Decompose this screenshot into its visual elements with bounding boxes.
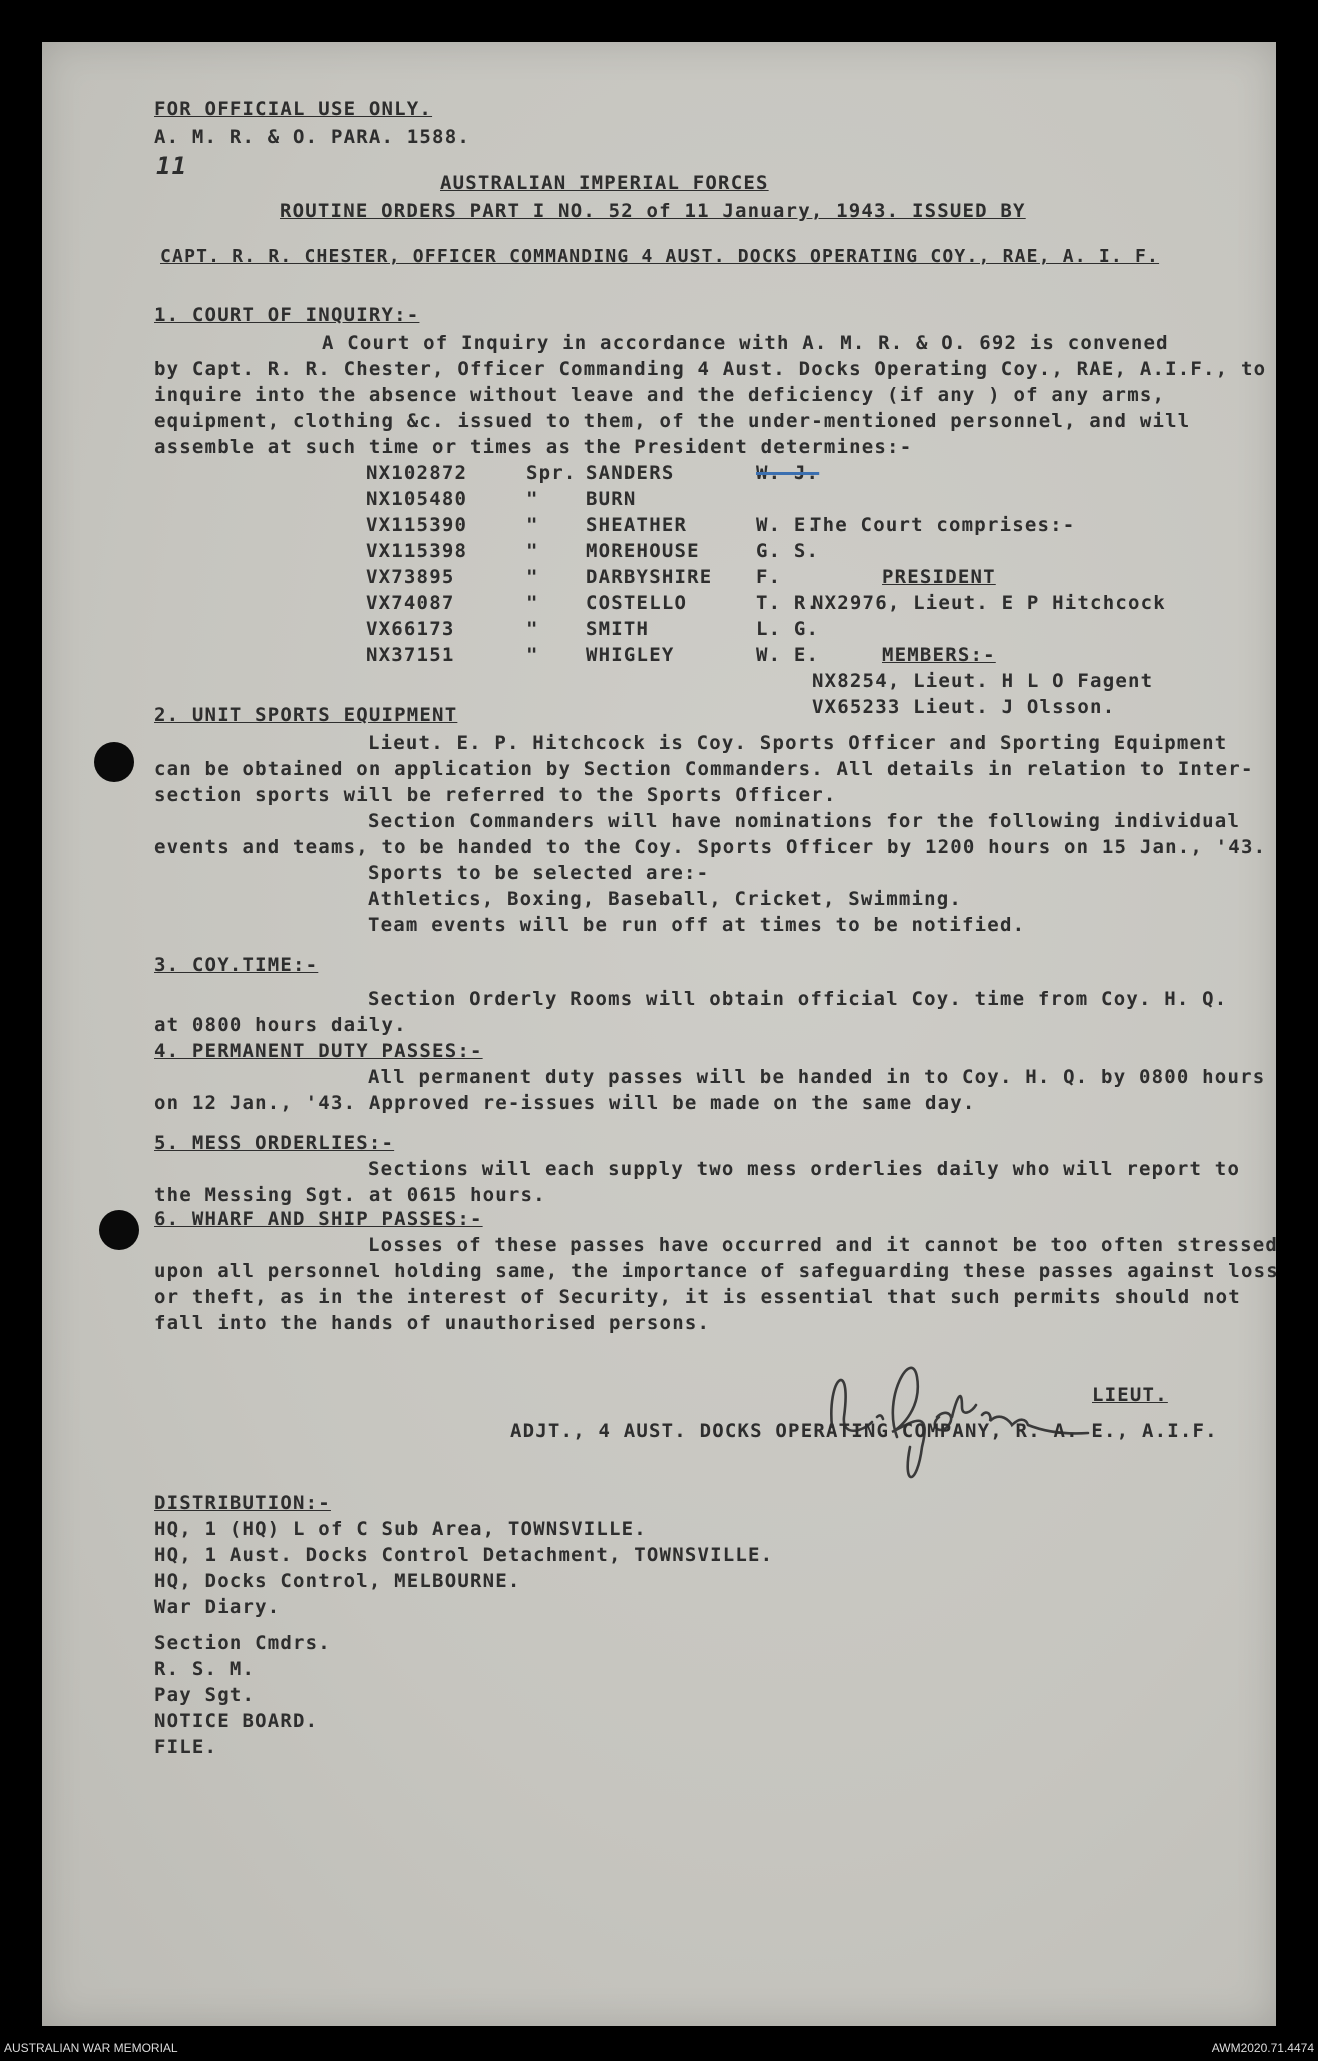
- s2-line: Section Commanders will have nominations for the following individual: [368, 810, 1241, 832]
- members-label: MEMBERS:-: [882, 644, 996, 666]
- handwritten-signature: [822, 1337, 1102, 1487]
- distribution-item: War Diary.: [154, 1596, 281, 1618]
- signature-rank: [1092, 1384, 1168, 1406]
- signature-rank-text: LIEUT.: [1092, 1384, 1168, 1406]
- initials: W. J.: [756, 462, 820, 484]
- s4-line: on 12 Jan., '43. Approved re-issues will be made on the same day.: [154, 1092, 976, 1114]
- s3-heading-text: 3. COY.TIME:-: [154, 954, 319, 976]
- s6-line: or theft, as in the interest of Security, it is essential that such permits should not: [154, 1286, 1241, 1308]
- rank: ": [526, 488, 539, 510]
- document-subtitle: ROUTINE ORDERS PART I NO. 52 of 11 January, 1943. ISSUED BY: [280, 200, 1026, 222]
- s3-line: at 0800 hours daily.: [154, 1014, 407, 1036]
- surname: DARBYSHIRE: [586, 566, 713, 588]
- surname: WHIGLEY: [586, 644, 675, 666]
- distribution-item: HQ, Docks Control, MELBOURNE.: [154, 1570, 521, 1592]
- court-comprises-label: The Court comprises:-: [810, 514, 1076, 536]
- s4-heading: [154, 1040, 483, 1062]
- official-use-line: FOR OFFICIAL USE ONLY.: [154, 98, 433, 120]
- s2-line: Lieut. E. P. Hitchcock is Coy. Sports Officer and Sporting Equipment: [368, 732, 1228, 754]
- distribution-item: HQ, 1 (HQ) L of C Sub Area, TOWNSVILLE.: [154, 1518, 647, 1540]
- s2-line: section sports will be referred to the Sports Officer.: [154, 784, 837, 806]
- rank: ": [526, 592, 539, 614]
- initials: W. E.: [756, 514, 820, 536]
- distribution-item: Section Cmdrs.: [154, 1632, 331, 1654]
- member-name: VX65233 Lieut. J Olsson.: [812, 696, 1116, 718]
- personnel-row: [366, 618, 819, 640]
- surname: SMITH: [586, 618, 650, 640]
- s3-heading: [154, 954, 318, 976]
- footer-right: AWM2020.71.4474: [1211, 2041, 1314, 2055]
- president-name: NX2976, Lieut. E P Hitchcock: [812, 592, 1166, 614]
- service-number: NX105480: [366, 488, 468, 510]
- rank: ": [526, 644, 539, 666]
- issuer-line: CAPT. R. R. CHESTER, OFFICER COMMANDING 4 AUST. DOCKS OPERATING COY., RAE, A. I. F.: [160, 246, 1160, 267]
- s1-heading-text: 1. COURT OF INQUIRY:-: [154, 304, 420, 326]
- service-number: VX66173: [366, 618, 455, 640]
- s1-line: by Capt. R. R. Chester, Officer Commanding 4 Aust. Docks Operating Coy., RAE, A.I.F., to: [154, 358, 1267, 380]
- s3-line: Section Orderly Rooms will obtain official Coy. time from Coy. H. Q.: [368, 988, 1228, 1010]
- service-number: VX73895: [366, 566, 455, 588]
- personnel-row: [366, 592, 819, 614]
- personnel-row: [366, 540, 819, 562]
- distribution-item: Pay Sgt.: [154, 1684, 256, 1706]
- s5-line: the Messing Sgt. at 0615 hours.: [154, 1184, 546, 1206]
- distribution-item: NOTICE BOARD.: [154, 1710, 319, 1732]
- s1-heading: [154, 304, 419, 326]
- personnel-row: [366, 514, 819, 536]
- initials: T. R.: [756, 592, 820, 614]
- personnel-row: [366, 462, 819, 484]
- initials: F.: [756, 566, 782, 588]
- initials: G. S.: [756, 540, 820, 562]
- surname: SANDERS: [586, 462, 675, 484]
- rank: ": [526, 618, 539, 640]
- s6-line: fall into the hands of unauthorised persons.: [154, 1312, 711, 1334]
- service-number: VX74087: [366, 592, 455, 614]
- punch-hole: [99, 1210, 139, 1250]
- s1-line: equipment, clothing &c. issued to them, of the under-mentioned personnel, and will: [154, 410, 1191, 432]
- s6-heading-text: 6. WHARF AND SHIP PASSES:-: [154, 1208, 483, 1230]
- distribution-item: HQ, 1 Aust. Docks Control Detachment, TOWNSVILLE.: [154, 1544, 774, 1566]
- service-number: NX102872: [366, 462, 468, 484]
- s2-line: Team events will be run off at times to be notified.: [368, 914, 1026, 936]
- rank: Spr.: [526, 462, 577, 484]
- s4-heading-text: 4. PERMANENT DUTY PASSES:-: [154, 1040, 483, 1062]
- document-title: AUSTRALIAN IMPERIAL FORCES: [440, 172, 769, 194]
- s6-heading: [154, 1208, 483, 1230]
- distribution-heading: DISTRIBUTION:-: [154, 1492, 331, 1514]
- s2-line: Sports to be selected are:-: [368, 862, 710, 884]
- punch-hole: [94, 742, 134, 782]
- surname: COSTELLO: [586, 592, 688, 614]
- handwritten-mark: 11: [156, 152, 188, 180]
- s2-line: Athletics, Boxing, Baseball, Cricket, Swimming.: [368, 888, 963, 910]
- president-label: PRESIDENT: [882, 566, 996, 588]
- s6-line: Losses of these passes have occurred and it cannot be too often stressed: [368, 1234, 1279, 1256]
- amro-para-line: A. M. R. & O. PARA. 1588.: [154, 126, 470, 148]
- s1-line: inquire into the absence without leave and the deficiency (if any ) of any arms,: [154, 384, 1166, 406]
- s4-line: All permanent duty passes will be handed in to Coy. H. Q. by 0800 hours: [368, 1066, 1266, 1088]
- surname: MOREHOUSE: [586, 540, 700, 562]
- rank: ": [526, 514, 539, 536]
- distribution-item: FILE.: [154, 1736, 218, 1758]
- s6-line: upon all personnel holding same, the importance of safeguarding these passes against loss: [154, 1260, 1279, 1282]
- rank: ": [526, 540, 539, 562]
- s5-heading: [154, 1132, 394, 1154]
- s2-heading: [154, 704, 457, 726]
- initials: W. E.: [756, 644, 820, 666]
- s5-line: Sections will each supply two mess orderlies daily who will report to: [368, 1158, 1241, 1180]
- s1-line: assemble at such time or times as the President determines:-: [154, 436, 913, 458]
- rank: ": [526, 566, 539, 588]
- surname: BURN: [586, 488, 637, 510]
- s5-heading-text: 5. MESS ORDERLIES:-: [154, 1132, 395, 1154]
- personnel-row: [366, 488, 756, 510]
- footer-left: AUSTRALIAN WAR MEMORIAL: [4, 2041, 178, 2055]
- s2-line: events and teams, to be handed to the Coy. Sports Officer by 1200 hours on 15 Jan., '43.: [154, 836, 1267, 858]
- s1-line: A Court of Inquiry in accordance with A. M. R. & O. 692 is convened: [322, 332, 1169, 354]
- distribution-item: R. S. M.: [154, 1658, 256, 1680]
- personnel-row: [366, 566, 781, 588]
- signature-title: ADJT., 4 AUST. DOCKS OPERATING COMPANY, R. A. E., A.I.F.: [510, 1420, 1218, 1442]
- surname: SHEATHER: [586, 514, 688, 536]
- member-name: NX8254, Lieut. H L O Fagent: [812, 670, 1154, 692]
- personnel-row: [366, 644, 819, 666]
- service-number: VX115390: [366, 514, 468, 536]
- initials: L. G.: [756, 618, 820, 640]
- s2-heading-text: 2. UNIT SPORTS EQUIPMENT: [154, 704, 458, 726]
- service-number: NX37151: [366, 644, 455, 666]
- service-number: VX115398: [366, 540, 468, 562]
- s2-line: can be obtained on application by Section Commanders. All details in relation to Inter-: [154, 758, 1254, 780]
- document-page: [42, 42, 1279, 2026]
